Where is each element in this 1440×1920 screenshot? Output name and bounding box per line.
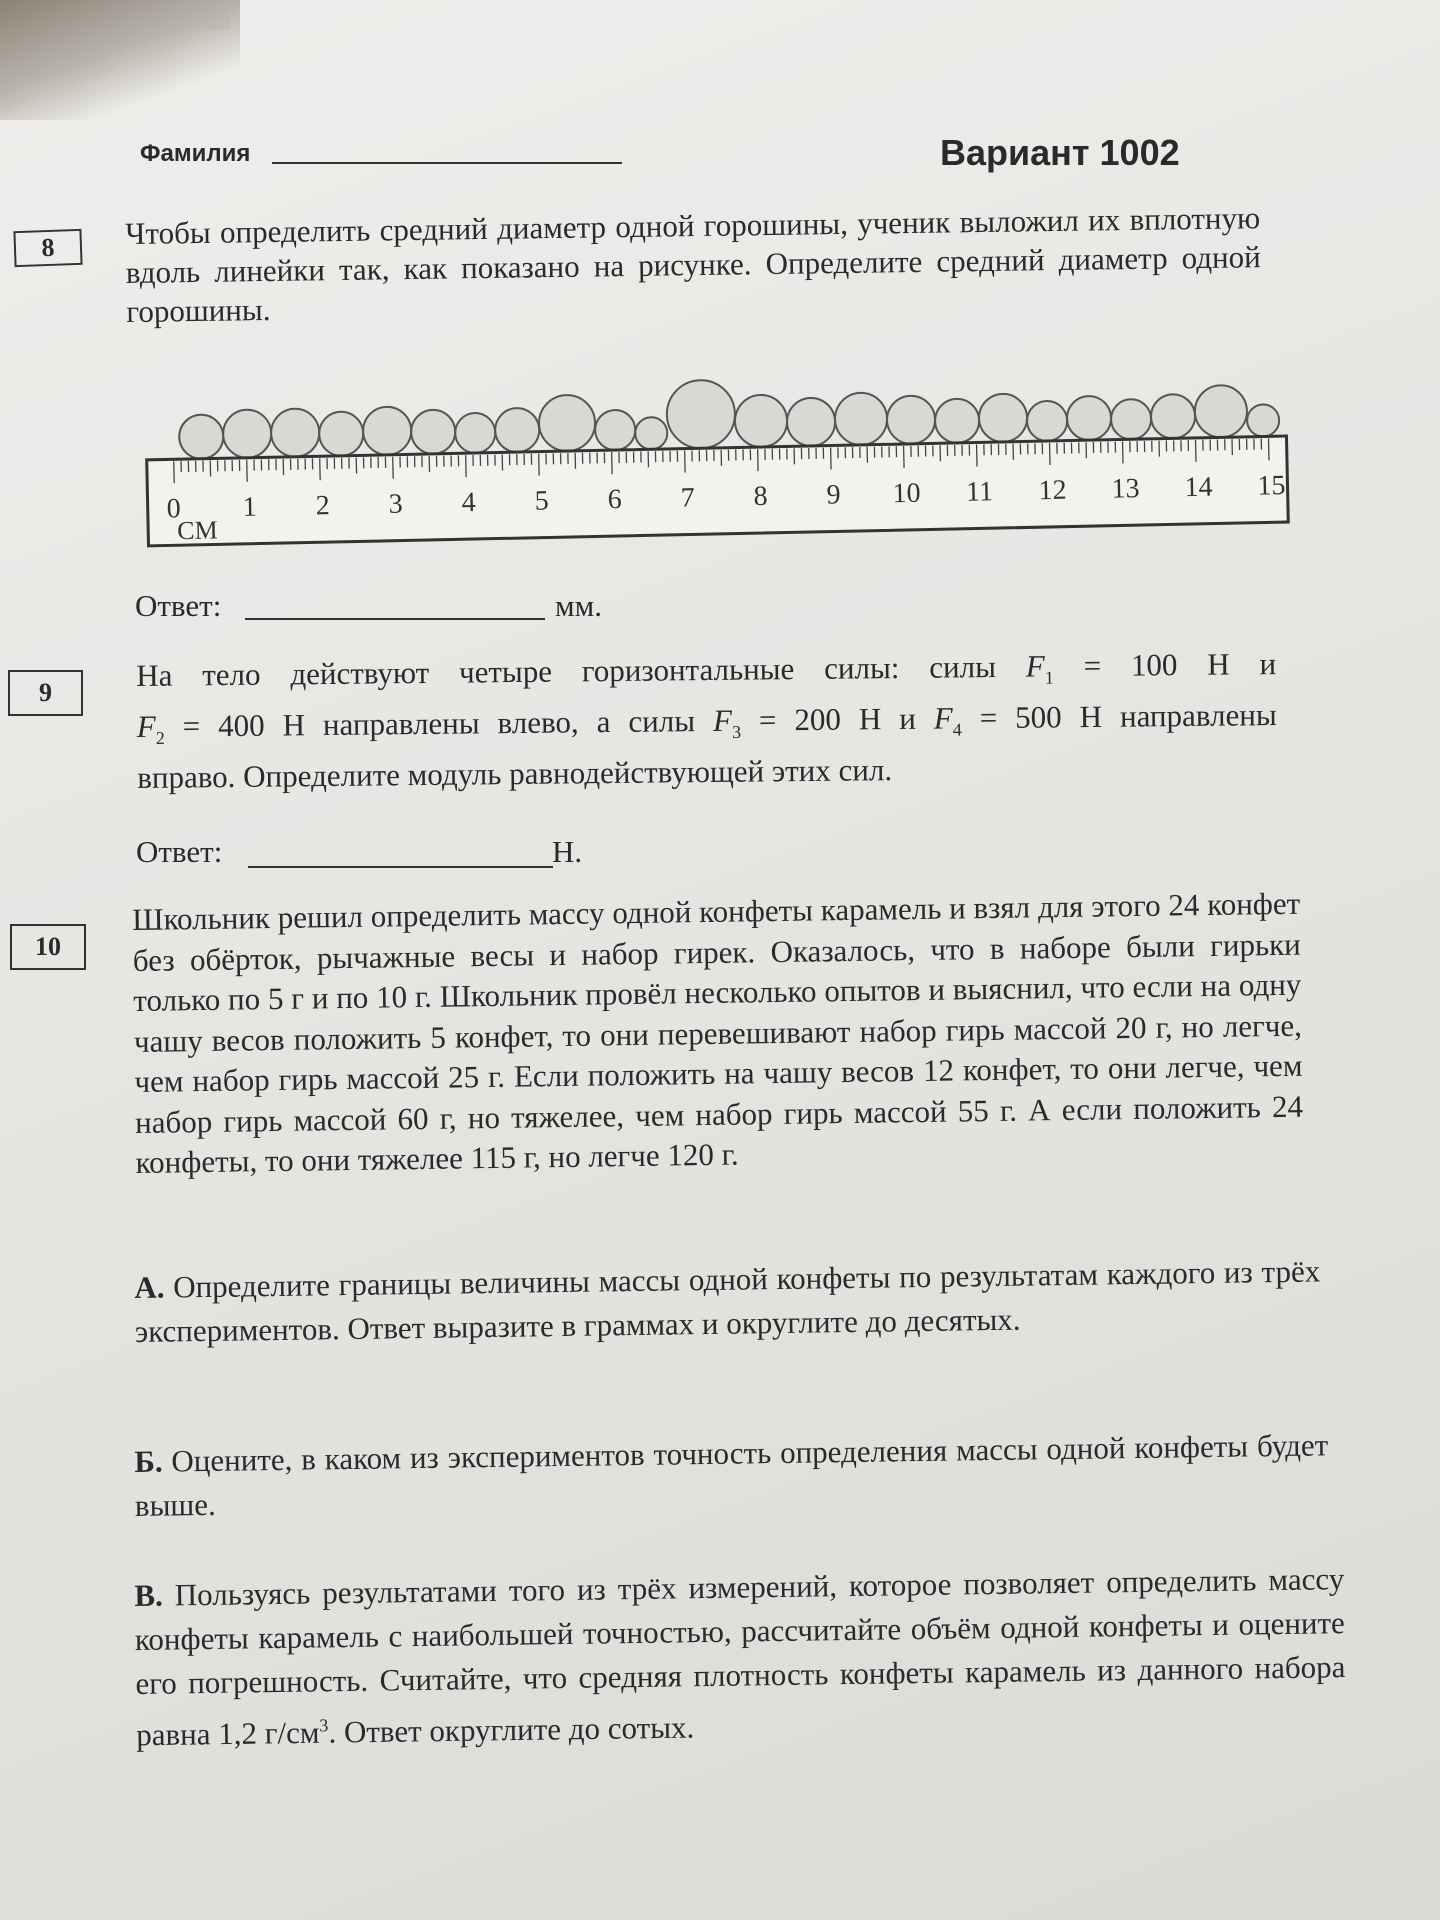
pea — [271, 408, 320, 457]
question-number-10: 10 — [10, 924, 86, 970]
ruler-label: 12 — [1038, 474, 1067, 507]
q8-answer-field[interactable] — [245, 618, 545, 620]
q10-part-b: Б. Оцените, в каком из экспериментов точность определения массы одной конфеты будет выше. — [134, 1427, 1329, 1523]
ruler-label: 6 — [607, 483, 622, 516]
pea — [595, 410, 636, 451]
question-number-9: 9 — [8, 670, 83, 716]
q8-answer-unit: мм. — [555, 588, 602, 623]
ruler-label: 8 — [753, 480, 768, 513]
question-number-8: 8 — [13, 229, 82, 267]
page-corner-shadow — [0, 0, 240, 120]
pea — [666, 380, 735, 449]
question-10-text: Школьник решил определить массу одной конфеты карамель и взял для этого 24 конфет без обёрток, рычажные весы и набор гирек. Оказалось, что в наборе были гирьки только по 5 г и по 10 г. Школьник провёл несколько опытов и выяснил, что если на одну чашу весов положить 5 конфет, то они перевешивают набор гирь массой 20 г, но легче, чем набор гирь массой 25 г. Если положить на чашу весов 12 конфет, то они легче, чем набор гирь массой 60 г, но тяжелее, чем набор гирь массой 55 г. А если положить 24 конфеты, то они тяжелее 115 г, но легче 120 г. — [132, 885, 1304, 1180]
ruler-label: 3 — [388, 488, 404, 520]
question-8-text: Чтобы определить средний диаметр одной горошины, ученик выложил их вплотную вдоль линейки так, как показано на рисунке. Определите средний диаметр одной горошины. — [125, 200, 1261, 329]
ruler-label: 4 — [461, 487, 477, 519]
ruler-label: 7 — [680, 482, 695, 514]
pea — [363, 406, 412, 455]
pea — [734, 394, 787, 447]
pea — [1111, 399, 1152, 440]
q10-part-a: А. Определите границы величины массы одной конфеты по результатам каждого из трёх экспериментов. Ответ выразите в граммах и округлите до десятых. — [134, 1253, 1321, 1349]
ruler-label: 15 — [1257, 470, 1286, 502]
ruler-label: 11 — [965, 476, 994, 508]
ruler-with-peas — [140, 354, 1304, 558]
pea — [455, 413, 496, 454]
ruler-label: 9 — [826, 479, 841, 511]
pea — [411, 409, 456, 454]
pea — [223, 409, 272, 458]
pea — [787, 397, 836, 446]
q8-answer-label: Ответ: — [135, 588, 222, 623]
ruler-label: 14 — [1184, 471, 1213, 504]
q9-answer-label: Ответ: — [136, 834, 223, 869]
pea — [1194, 385, 1247, 438]
pea — [319, 411, 364, 456]
q9-line-3: вправо. Определите модуль равнодействующей этих сил. — [137, 752, 893, 796]
pea — [1067, 396, 1112, 441]
pea — [979, 393, 1028, 442]
pea — [1027, 401, 1068, 442]
q9-answer-unit: Н. — [552, 834, 583, 869]
ruler-label: 1 — [242, 491, 258, 523]
ruler-unit-label: СМ — [176, 515, 218, 546]
pea — [495, 408, 540, 453]
surname-field[interactable] — [272, 162, 622, 164]
q9-answer-field[interactable] — [248, 866, 553, 868]
surname-label: Фамилия — [140, 140, 251, 167]
variant-title: Вариант 1002 — [940, 132, 1180, 173]
pea — [538, 394, 595, 451]
question-9-text — [136, 644, 1277, 797]
pea — [1247, 404, 1280, 437]
pea — [635, 417, 668, 450]
pea — [887, 395, 936, 444]
q9-line-1: На тело действуют четыре горизонтальные силы: силы $F_1 = 100$ Н и — [136, 646, 1277, 693]
pea — [179, 414, 224, 459]
ruler-label: 2 — [315, 490, 331, 522]
pea — [935, 398, 980, 443]
ruler-label: 0 — [166, 493, 182, 525]
ruler-label: 5 — [534, 485, 549, 517]
ruler-label: 13 — [1111, 473, 1140, 505]
pea — [1151, 394, 1196, 439]
q10-part-c: В. Пользуясь результатами того из трёх измерений, которое позволяет определить массу конфеты карамель с наибольшей точностью, рассчитайте объём одной конфеты и оцените его погрешность. Считайте, что средняя плотность конфеты карамель из данного набора равна 1,2 $г/см^3$. Ответ округлите до сотых. — [134, 1561, 1346, 1753]
ruler-label: 10 — [892, 477, 921, 510]
q9-line-2: $F_2 = 400$ Н направлены влево, а силы $F_3 = 200$ Н и $F_4 = 500$ Н направлены — [136, 697, 1277, 749]
pea — [834, 392, 887, 445]
